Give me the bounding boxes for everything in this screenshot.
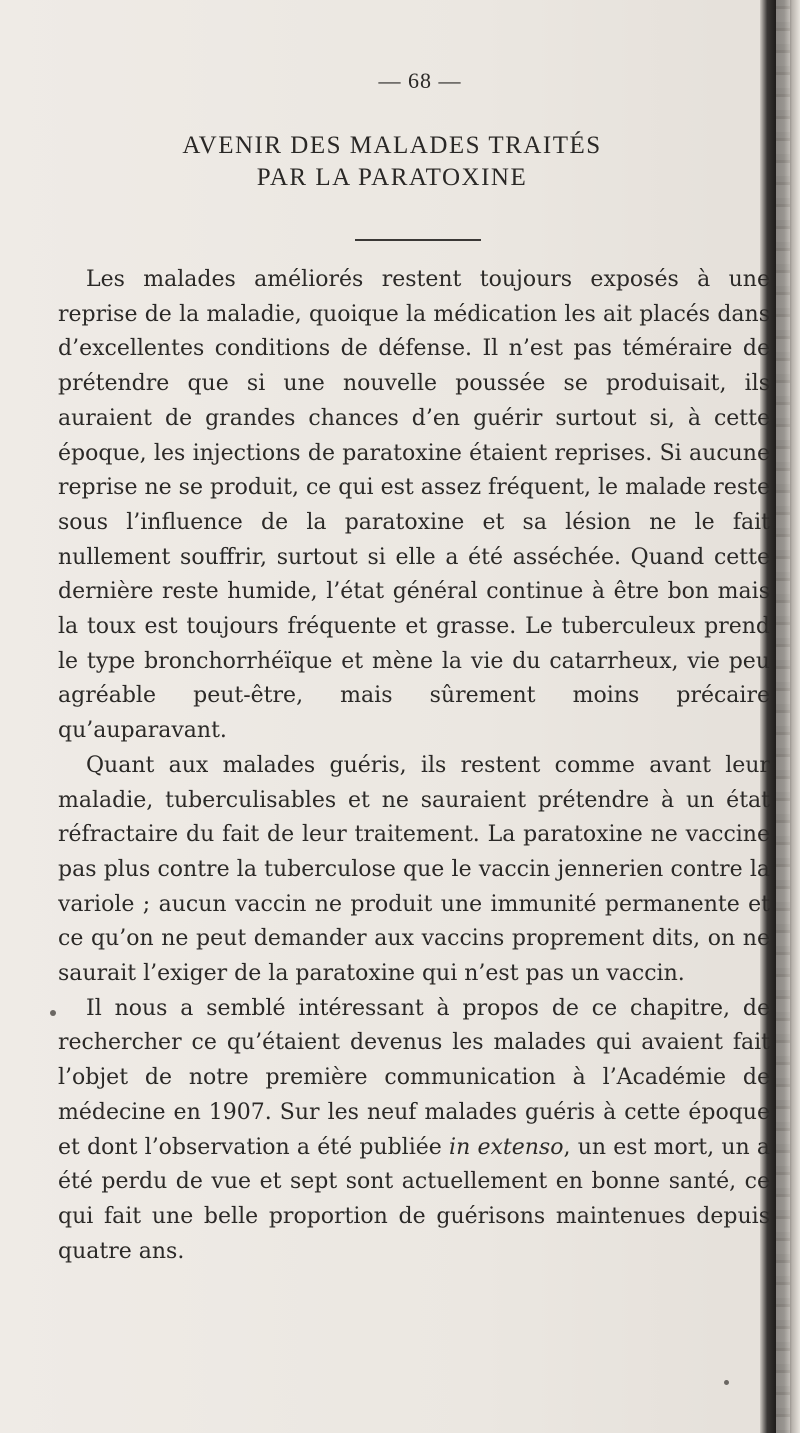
facing-page-edge xyxy=(776,0,790,1433)
paragraph-3-text-start: Il nous a semblé intéressant à propos de ce chapitre, de rechercher ce qu’étaient devenus les malades qui avaient fait l’objet de notre première communication à l’Académie de médecine en 1907. Sur les neuf malades guéris à cette époque et dont l’observation a été publiée xyxy=(58,995,770,1160)
chapter-title xyxy=(0,130,760,194)
paragraph-3 xyxy=(58,992,770,1270)
paragraph-3-text-end: , un est mort, un a été perdu de vue et sept sont actuellement en bonne santé, ce qui fait une belle proportion de guérisons maintenues depuis quatre ans. xyxy=(58,1134,770,1264)
ink-speck xyxy=(50,1010,56,1016)
page-header xyxy=(0,68,760,194)
ink-speck xyxy=(724,1380,729,1385)
paragraph-2: Quant aux malades guéris, ils restent comme avant leur maladie, tuberculisables et ne sauraient prétendre à un état réfractaire du fait de leur traitement. La paratoxine ne vaccine pas plus contre la tuberculose que le vaccin jennerien contre la variole ; aucun vaccin ne produit une immunité permanente et ce qu’on ne peut demander aux vaccins proprement dits, on ne saurait l’exiger de la paratoxine qui n’est pas un vaccin. xyxy=(58,752,770,987)
paragraph-1: Les malades améliorés restent toujours exposés à une reprise de la maladie, quoique la médication les ait placés dans d’excellentes conditions de défense. Il n’est pas téméraire de prétendre que si une nouvelle poussée se produisait, ils auraient de grandes chances d’en guérir surtout si, à cette époque, les injections de paratoxine étaient reprises. Si aucune reprise ne se produit, ce qui est assez fréquent, le malade reste sous l’influence de la paratoxine et sa lésion ne le fait nullement souffrir, surtout si elle a été asséchée. Quand cette dernière reste humide, l’état général continue à être bon mais la toux est toujours fréquente et grasse. Le tuberculeux prend le type bronchorrhéïque et mène la vie du catarrheux, vie peu agréable peut-être, mais sûrement moins précaire qu’auparavant. xyxy=(58,267,770,744)
paragraph-3-italic: in extenso xyxy=(449,1134,564,1160)
page-number: — 68 — xyxy=(378,68,462,93)
chapter-title-line-1: AVENIR DES MALADES TRAITÉS xyxy=(182,132,602,159)
title-divider xyxy=(355,239,481,241)
chapter-title-line-2: PAR LA PARATOXINE xyxy=(256,164,528,191)
body-text xyxy=(58,263,770,1383)
